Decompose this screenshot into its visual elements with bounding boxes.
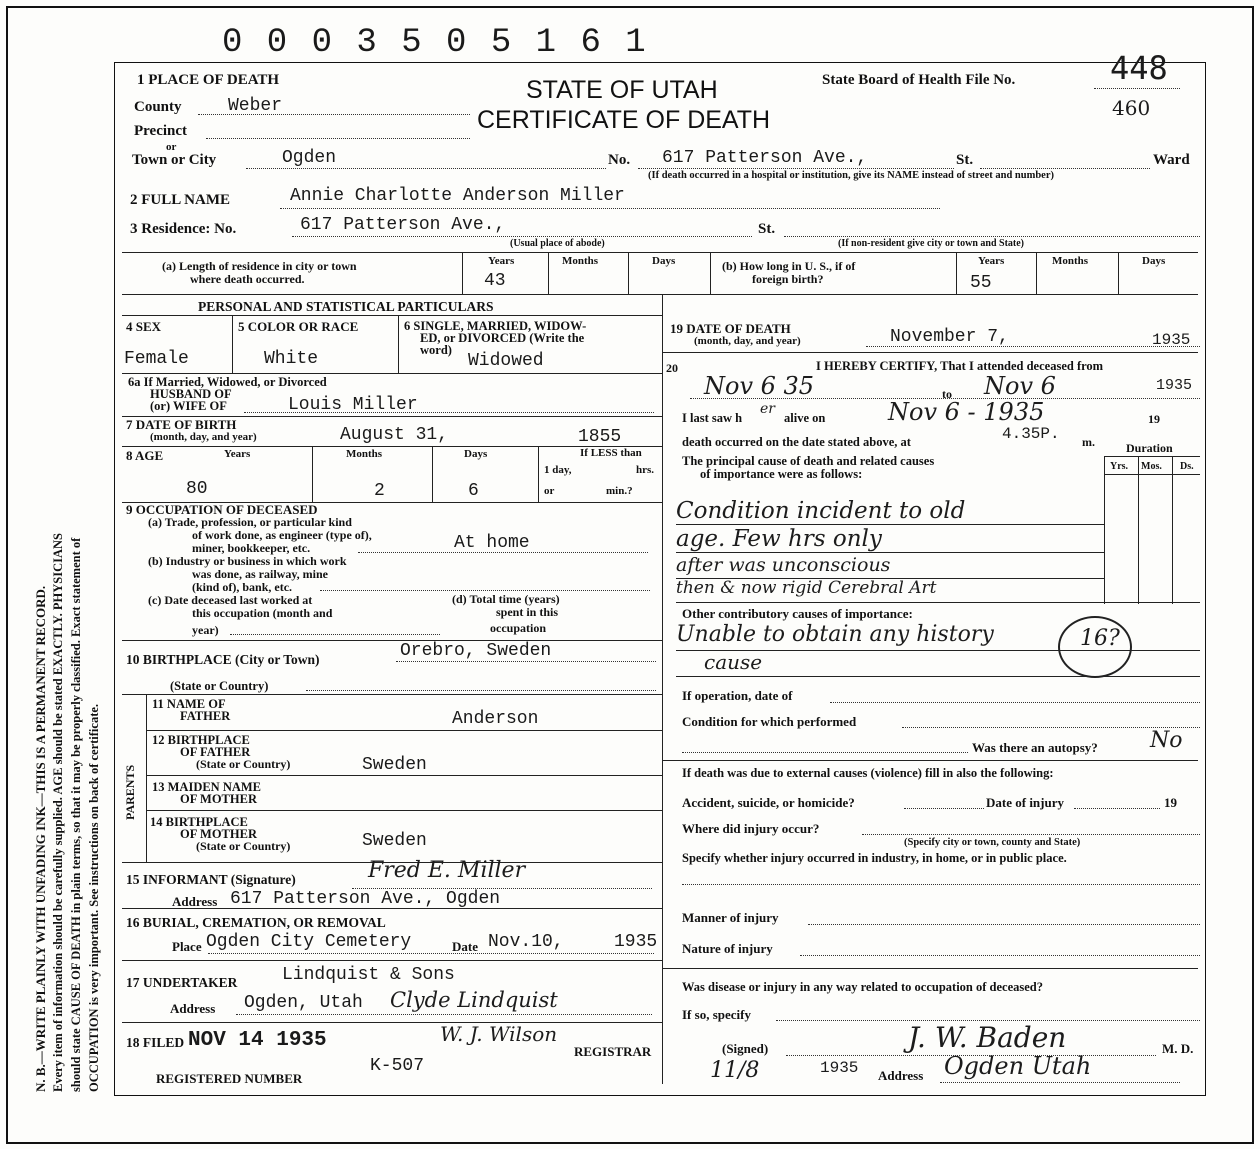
mother-bp-value: Sweden: [362, 831, 427, 851]
marital-label-c: word): [420, 343, 452, 357]
undertaker-label: 17 UNDERTAKER: [126, 975, 238, 990]
res-days-label: Days: [652, 255, 676, 267]
personal-section-title: PERSONAL AND STATISTICAL PARTICULARS: [198, 299, 494, 314]
ifso-label: If so, specify: [682, 1007, 751, 1022]
age-years-value: 80: [186, 479, 208, 499]
less-label-a: If LESS than: [580, 447, 642, 459]
duration-mos: Mos.: [1141, 461, 1162, 472]
less-label-d: or: [544, 485, 555, 497]
undertaker-address-label: Address: [170, 1001, 216, 1016]
dob-value: August 31,: [340, 425, 449, 445]
occupation-value: At home: [454, 533, 530, 553]
length-label-b: where death occurred.: [190, 272, 305, 286]
duration-label: Duration: [1126, 441, 1173, 455]
father-bp-b: OF FATHER: [180, 745, 251, 759]
attend-from: Nov 6 35: [704, 372, 815, 400]
accident-label: Accident, suicide, or homicide?: [682, 795, 855, 810]
full-name-label: 2 FULL NAME: [130, 192, 231, 208]
side-note-line-4: OCCUPATION is very important. See instructions on back of certificate.: [87, 703, 101, 1092]
age-months-value: 2: [374, 481, 385, 501]
burial-place-label: Place: [172, 939, 202, 954]
attend-to: Nov 6: [984, 372, 1056, 400]
occupation-label: 9 OCCUPATION OF DECEASED: [126, 502, 318, 517]
res-years-value: 43: [484, 271, 506, 291]
duration-yrs: Yrs.: [1110, 461, 1129, 472]
marital-label-a: 6 SINGLE, MARRIED, WIDOW-: [404, 319, 587, 333]
marital-label-b: ED, or DIVORCED (Write the: [420, 331, 585, 345]
filed-label: 18 FILED: [126, 1035, 185, 1050]
death-time-label: death occurred on the date stated above, at: [682, 435, 911, 449]
dod-label: 19 DATE OF DEATH: [670, 321, 791, 336]
death-time: 4.35P.: [1002, 425, 1060, 443]
informant-address: 617 Patterson Ave., Ogden: [230, 889, 501, 909]
birthplace-label: 10 BIRTHPLACE (City or Town): [126, 652, 320, 667]
physician-signature: J. W. Baden: [908, 1021, 1067, 1054]
mother-label-b: OF MOTHER: [180, 792, 257, 806]
cause-line-1: Condition incident to old: [676, 498, 966, 524]
usual-abode-note: (Usual place of abode): [510, 238, 605, 249]
less-label-e: min.?: [606, 485, 633, 497]
sign-year: 1935: [820, 1059, 859, 1077]
injury-19: 19: [1164, 795, 1177, 810]
file-number: 448: [1110, 49, 1168, 87]
less-label-b: 1 day,: [544, 464, 572, 476]
file-label: State Board of Health File No.: [822, 72, 1016, 88]
occ-related-label: Was disease or injury in any way related to occupation of deceased?: [682, 980, 1043, 994]
place-label: 1 PLACE OF DEATH: [137, 72, 280, 88]
spouse-value: Louis Miller: [288, 395, 418, 415]
town-label: Town or City: [132, 152, 217, 168]
contrib-circle-text: 16?: [1080, 626, 1120, 651]
operation-condition-label: Condition for which performed: [682, 714, 857, 729]
dod-value: November 7,: [890, 327, 1009, 347]
father-bp-value: Sweden: [362, 755, 427, 775]
occ-b2: was done, as railway, mine: [192, 567, 329, 581]
attend-year: 1935: [1156, 377, 1193, 394]
us-years-label: Years: [978, 255, 1005, 267]
lastsaw-value: Nov 6 - 1935: [888, 398, 1045, 426]
external-label: If death was due to external causes (violence) fill in also the following:: [682, 766, 1054, 780]
occ-a3: miner, bookkeeper, etc.: [192, 541, 311, 555]
residence-label: 3 Residence: No.: [130, 221, 237, 237]
color-label: 5 COLOR OR RACE: [238, 319, 359, 334]
birthplace-sub: (State or Country): [170, 679, 269, 693]
occ-a1: (a) Trade, profession, or particular kind: [148, 515, 352, 529]
us-days-label: Days: [1142, 255, 1166, 267]
nonresident-note: (If non-resident give city or town and State): [838, 238, 1025, 249]
to-label: to: [942, 387, 952, 401]
injury-date-label: Date of injury: [986, 795, 1064, 810]
ward-label: Ward: [1153, 152, 1190, 168]
operation-label: If operation, date of: [682, 688, 793, 703]
burial-date-label: Date: [452, 939, 478, 954]
md-label: M. D.: [1162, 1041, 1194, 1056]
informant-signature: Fred E. Miller: [368, 858, 526, 883]
principal-label-b: of importance were as follows:: [700, 467, 863, 481]
occ-b3: (kind of), bank, etc.: [192, 580, 293, 594]
file-number-alt: 460: [1112, 96, 1151, 120]
cause-line-3: after was unconscious: [676, 554, 891, 576]
certify-label: I HEREBY CERTIFY, That I attended deceased from: [816, 359, 1104, 373]
burial-place: Ogden City Cemetery: [206, 932, 412, 952]
father-bp-c: (State or Country): [196, 757, 291, 771]
signed-label: (Signed): [722, 1041, 769, 1056]
age-label: 8 AGE: [126, 448, 164, 463]
res-years-label: Years: [488, 255, 515, 267]
dod-year: 1935: [1152, 331, 1191, 349]
occ-d2: spent in this: [496, 605, 559, 619]
county-label: County: [134, 99, 182, 115]
informant-label: 15 INFORMANT (Signature): [126, 872, 296, 887]
length-label-a: (a) Length of residence in city or town: [162, 259, 357, 273]
mother-bp-a: 14 BIRTHPLACE: [150, 815, 248, 829]
color-value: White: [264, 349, 319, 369]
burial-date: Nov.10,: [488, 932, 564, 952]
informant-address-label: Address: [172, 894, 218, 909]
duration-ds: Ds.: [1180, 461, 1194, 472]
mother-label-a: 13 MAIDEN NAME: [152, 780, 262, 794]
dob-note: (month, day, and year): [150, 431, 257, 443]
street-label: St.: [956, 152, 974, 168]
sex-label: 4 SEX: [126, 319, 162, 334]
us-label-a: (b) How long in U. S., if of: [722, 259, 856, 273]
burial-year: 1935: [614, 932, 658, 952]
lastsaw-19: 19: [1148, 412, 1160, 426]
marital-value: Widowed: [468, 351, 544, 371]
autopsy-value: No: [1150, 728, 1183, 753]
occ-b1: (b) Industry or business in which work: [148, 554, 347, 568]
us-label-b: foreign birth?: [752, 272, 824, 286]
filed-stamp: NOV 14 1935: [188, 1029, 327, 1052]
us-years-value: 55: [970, 273, 992, 293]
occ-a2: of work done, as engineer (type of),: [192, 528, 372, 542]
res-months-label: Months: [562, 255, 599, 267]
physician-address: Ogden Utah: [944, 1052, 1092, 1080]
hospital-note: (If death occurred in a hospital or institution, give its NAME instead of street and number): [648, 170, 1055, 181]
cause-line-4: then & now rigid Cerebral Art: [676, 578, 937, 598]
dod-note: (month, day, and year): [694, 335, 801, 347]
spouse-label-a: 6a If Married, Widowed, or Divorced: [128, 375, 327, 389]
cause-line-2: age. Few hrs only: [676, 526, 882, 552]
undertaker-address: Ogden, Utah: [244, 993, 363, 1013]
dob-label: 7 DATE OF BIRTH: [126, 417, 237, 432]
autopsy-label: Was there an autopsy?: [972, 740, 1098, 755]
age-months-label: Months: [346, 448, 383, 460]
or-label: or: [166, 141, 177, 153]
undertaker-signature: Clyde Lindquist: [390, 988, 558, 1012]
less-label-c: hrs.: [636, 464, 655, 476]
spouse-label-b: HUSBAND OF: [150, 387, 232, 401]
nature-label: Nature of injury: [682, 941, 773, 956]
address-no-label: No.: [608, 152, 631, 168]
lastsaw-her: er: [760, 401, 775, 417]
address-label: Address: [878, 1068, 924, 1083]
sign-date: 11/8: [710, 1058, 760, 1083]
occ-c1: (c) Date deceased last worked at: [148, 593, 313, 607]
age-days-label: Days: [464, 448, 488, 460]
age-years-label: Years: [224, 448, 251, 460]
age-days-value: 6: [468, 481, 479, 501]
father-bp-a: 12 BIRTHPLACE: [152, 733, 250, 747]
occ-c2: this occupation (month and: [192, 606, 333, 620]
sex-value: Female: [124, 349, 189, 369]
m-label: m.: [1082, 435, 1095, 449]
occ-d1: (d) Total time (years): [452, 592, 560, 606]
contrib-label: Other contributory causes of importance:: [682, 606, 913, 621]
mother-bp-c: (State or Country): [196, 839, 291, 853]
undertaker-value: Lindquist & Sons: [282, 965, 455, 985]
lastsaw-label-a: I last saw h: [682, 411, 743, 425]
town-value: Ogden: [282, 148, 337, 168]
registrar-label: REGISTRAR: [574, 1044, 652, 1059]
state-title: STATE OF UTAH: [526, 76, 718, 104]
side-note-line-3: should state CAUSE OF DEATH in plain terms, so that it may be properly classified. Exact statement of: [69, 537, 83, 1092]
full-name-value: Annie Charlotte Anderson Miller: [290, 186, 625, 206]
contrib-line-2: cause: [704, 650, 763, 674]
registrar-signature: W. J. Wilson: [440, 1022, 558, 1046]
occ-d3: occupation: [490, 621, 547, 635]
burial-label: 16 BURIAL, CREMATION, OR REMOVAL: [126, 915, 386, 930]
mother-bp-b: OF MOTHER: [180, 827, 257, 841]
registered-number: K-507: [370, 1056, 425, 1076]
us-months-label: Months: [1052, 255, 1089, 267]
death-address: 617 Patterson Ave.,: [662, 148, 868, 168]
county-value: Weber: [228, 96, 283, 116]
spouse-label-c: (or) WIFE OF: [150, 399, 227, 413]
where-note: (Specify city or town, county and State): [904, 837, 1081, 848]
lastsaw-label-b: alive on: [784, 411, 826, 425]
principal-label-a: The principal cause of death and related causes: [682, 454, 935, 468]
specify-label: Specify whether injury occurred in industry, in home, or in public place.: [682, 851, 1067, 865]
parents-label: PARENTS: [123, 764, 137, 820]
birthplace-value: Orebro, Sweden: [400, 641, 552, 661]
side-note-line-2: Every item of information should be carefully supplied. AGE should be stated EXACTLY. PHYSICIANS: [51, 533, 65, 1092]
manner-label: Manner of injury: [682, 910, 779, 925]
certificate-title: CERTIFICATE OF DEATH: [477, 106, 771, 134]
serial-number: 0 0 0 3 5 0 5 1 6 1: [222, 24, 648, 62]
certify-number: 20: [666, 361, 678, 375]
registered-number-label: REGISTERED NUMBER: [156, 1071, 303, 1086]
father-value: Anderson: [452, 709, 539, 729]
residence-value: 617 Patterson Ave.,: [300, 215, 506, 235]
residence-st-label: St.: [758, 221, 776, 237]
occ-c3: year): [192, 623, 219, 637]
contrib-line-1: Unable to obtain any history: [676, 622, 994, 647]
father-label-a: 11 NAME OF: [152, 697, 226, 711]
where-label: Where did injury occur?: [682, 821, 820, 836]
precinct-label: Precinct: [134, 123, 188, 139]
side-note-line-1: N. B.—WRITE PLAINLY WITH UNFADING INK—THIS IS A PERMANENT RECORD.: [33, 585, 48, 1092]
dob-year: 1855: [578, 427, 622, 447]
father-label-b: FATHER: [180, 709, 231, 723]
